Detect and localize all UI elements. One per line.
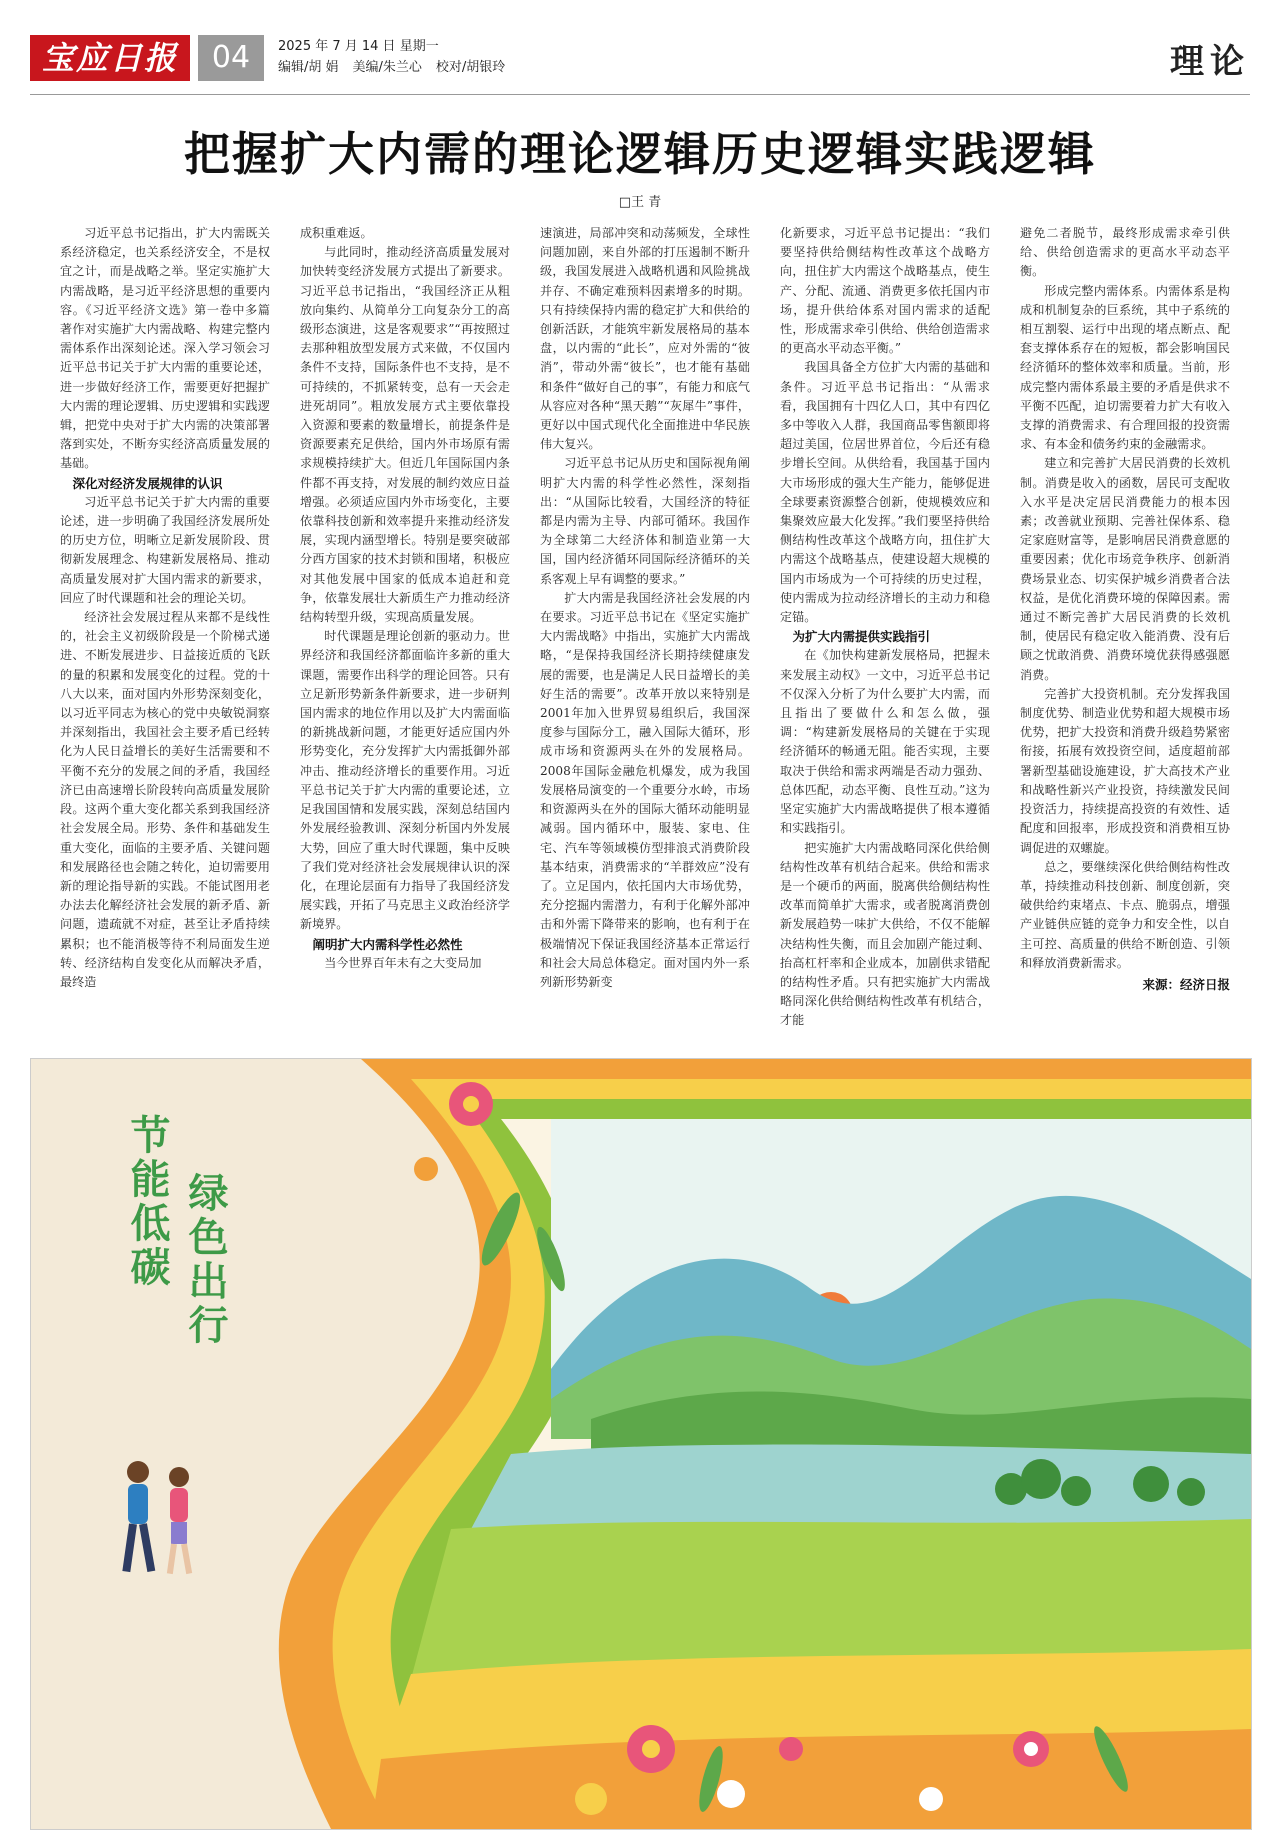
paragraph: 把实施扩大内需战略同深化供给侧结构性改革有机结合起来。供给和需求是一个硬币的两面，脱离供给侧结构性改革而简单扩大需求，或者脱离消费创新发展趋势一味扩大供给，不仅不能解决结构性失衡，而且会加剧产能过剩、抬高杠杆率和企业成本，加剧供求错配的结构性矛盾。只有把实施扩大内需战略同深化供给侧结构性改革有机结合，才能 [780,840,990,1028]
article-column-2 [300,224,510,1019]
article-column-3 [540,224,750,1019]
subheading: 为扩大内需提供实践指引 [792,629,931,645]
paragraph: 当今世界百年未有之大变局加 [324,955,482,970]
art-editor-credit: 美编/朱兰心 [352,60,422,75]
page-number: 04 [198,35,264,81]
article-headline: 把握扩大内需的理论逻辑历史逻辑实践逻辑 [184,127,1096,181]
paragraph: 完善扩大投资机制。充分发挥我国制度优势、制造业优势和超大规模市场优势，把扩大投资和消费升级趋势紧密衔接，拓展有效投资空间，适度超前部署新型基础设施建设，扩大高技术产业和战略性新兴产业投资，持续激发民间投资活力，持续提高投资的有效性、适配度和回报率，形成投资和消费相互协调促进的双螺旋。 [1020,686,1230,855]
article-column-4 [780,224,990,1028]
newspaper-logo: 宝应日报 [30,35,190,81]
green-travel-illustration [30,1058,1252,1830]
paragraph: 在《加快构建新发展格局，把握未来发展主动权》一文中，习近平总书记不仅深入分析了为什么要扩大内需，而且指出了要做什么和怎么做，强调：“构建新发展格局的关键在于实现经济循环的畅通无阻。能否实现，主要取决于供给和需求两端是否动力强劲、总体匹配，动态平衡、良性互动。”这为坚定实施扩大内需战略提供了根本遵循和实践指引。 [780,648,990,836]
date-line: 2025 年 7 月 14 日 星期一 [278,39,439,54]
paragraph: 化新要求，习近平总书记提出：“我们要坚持供给侧结构性改革这个战略方向，扭住扩大内需这个战略基点，使生产、分配、流通、消费更多依托国内市场，提升供给体系对国内需求的适配性，形成需求牵引供给、供给创造需求的更高水平动态平衡。” [780,226,990,356]
editor-credit: 编辑/胡 娟 [278,60,339,75]
paragraph: 习近平总书记关于扩大内需的重要论述，进一步明确了我国经济发展所处的历史方位，明晰立足新发展阶段、贯彻新发展理念、构建新发展格局、推动高质量发展对扩大国内需求的新要求，回应了时代课题和社会的理论关切。 [60,494,270,605]
section-name: 理论 [1170,42,1250,82]
slogan-green-travel: 绿色出行 [182,1172,228,1348]
paragraph: 速演进，局部冲突和动荡频发，全球性问题加剧，来自外部的打压遏制不断升级，我国发展进入战略机遇和风险挑战并存、不确定难预料因素增多的时期。只有持续保持内需的稳定扩大和供给的创新活跃，才能筑牢新发展格局的基本盘，以内需的“此长”，应对外需的“彼消”，带动外需“彼长”，也才能有基础和条件“做好自己的事”，有能力和底气从容应对各种“黑天鹅”“灰犀牛”事件，更好以中国式现代化全面推进中华民族伟大复兴。 [540,226,750,452]
subheading: 阐明扩大内需科学性必然性 [312,936,463,952]
slogan-energy-saving: 节能低碳 [124,1114,170,1290]
paragraph: 经济社会发展过程从来都不是线性的，社会主义初级阶段是一个阶梯式递进、不断发展进步、日益接近质的飞跃的量的积累和发展变化的过程。党的十八大以来，面对国内外形势深刻变化，以习近平同志为核心的党中央敏锐洞察并深刻指出，我国社会主要矛盾已经转化为人民日益增长的美好生活需要和不平衡不充分的发展之间的矛盾，我国经济已由高速增长阶段转向高质量发展阶段。这两个重大变化都关系到我国经济社会发展全局。形势、条件和基础发生重大变化，面临的主要矛盾、关键问题和发展路径也会随之转化，迫切需要用新的理论指导新的实践。不能试图用老办法去化解经济社会发展的新矛盾、新问题，遗疏就不对症，甚至让矛盾持续累积；也不能消极等待不利局面发生逆转、经济结构自发变化从而解决矛盾，最终造 [60,610,270,989]
masthead [30,30,1250,82]
paragraph: 避免二者脱节，最终形成需求牵引供给、供给创造需求的更高水平动态平衡。 [1020,226,1230,279]
paragraph: 时代课题是理论创新的驱动力。世界经济和我国经济都面临许多新的重大课题，需要作出科学的理论回答。只有立足新形势新条件新要求，进一步研判国内需求的地位作用以及扩大内需面临的新挑战新问题，才能更好适应国内外形势变化，充分发挥扩大内需抵御外部冲击、推动经济增长的重要作用。习近平总书记关于扩大内需的重要论述，立足我国国情和发展实践，深刻总结国内外发展经验教训、深刻分析国内外发展大势，回应了重大时代课题，集中反映了我们党对经济社会发展规律认识的深化，在理论层面有力指导了我国经济发展实践，开拓了马克思主义政治经济学新境界。 [300,629,510,932]
issue-meta [278,36,505,78]
paragraph: 与此同时，推动经济高质量发展对加快转变经济发展方式提出了新要求。习近平总书记指出，“我国经济正从粗放向集约、从简单分工向复杂分工的高级形态演进，这是客观要求”“再按照过去那种粗放型发展方式来做，不仅国内条件不支持，国际条件也不支持，是不可持续的，不抓紧转变，总有一天会走进死胡同”。粗放发展方式主要依靠投入资源和要素的数量增长，前提条件是资源要素充足供给，国内外市场原有需求规模持续扩大。但近几年国际国内条件都不再支持，对发展的制约效应日益增强。必须适应国内外市场变化，主要依靠科技创新和效率提升来推动经济发展，实现内涵型增长。特别是要突破部分西方国家的技术封锁和围堵，积极应对其他发展中国家的低成本追赶和竞争，依靠发展壮大新质生产力推动经济结构转型升级，实现高质量发展。 [300,245,510,625]
article-body [60,224,1230,1028]
slogan [119,1104,259,1404]
paragraph: 总之，要继续深化供给侧结构性改革，持续推动科技创新、制度创新，突破供给约束堵点、卡点、脆弱点，增强产业链供应链的竞争力和安全性，以自主可控、高质量的供给不断创造、引领和释放消费新需求。 [1020,859,1230,970]
paragraph: 习近平总书记指出，扩大内需既关系经济稳定，也关系经济安全，不是权宜之计，而是战略之举。坚定实施扩大内需战略，是习近平经济思想的重要内容。《习近平经济文选》第一卷中多篇著作对实施扩大内需战略、构建完整内需体系作出深刻论述。深入学习领会习近平总书记关于扩大内需的重要论述，进一步做好经济工作，需要更好把握扩大内需的理论逻辑、历史逻辑和实践逻辑，把党中央对于扩大内需的决策部署落到实处，不断夯实经济高质量发展的基础。 [60,226,270,471]
masthead-divider [30,94,1250,95]
paragraph: 我国具备全方位扩大内需的基础和条件。习近平总书记指出：“从需求看，我国拥有十四亿人口，其中有四亿多中等收入人群，我国商品零售额即将超过美国，位居世界首位，今后还有稳步增长空间。从供给看，我国基于国内大市场形成的强大生产能力，能够促进全球要素资源整合创新，使规模效应和集聚效应最大化发挥。”我们要坚持供给侧结构性改革这个战略方向，扭住扩大内需这个战略基点，使建设超大规模的国内市场成为一个可持续的历史过程，使内需成为拉动经济增长的主动力和稳定锚。 [780,360,990,625]
paragraph: 建立和完善扩大居民消费的长效机制。消费是收入的函数，居民可支配收入水平是决定居民消费能力的根本因素；改善就业预期、完善社保体系、稳定家庭财富等，是影响居民消费意愿的重要因素；优化市场竞争秩序、创新消费场景业态、切实保护城乡消费者合法权益，是优化消费环境的保障因素。需通过不断完善扩大居民消费的长效机制，使居民有稳定收入能消费、没有后顾之忧敢消费、消费环境优获得感强愿消费。 [1020,456,1230,682]
paragraph: 习近平总书记从历史和国际视角阐明扩大内需的科学性必然性，深刻指出：“从国际比较看，大国经济的特征都是内需为主导、内部可循环。我国作为全球第二大经济体和制造业第一大国，国内经济循环同国际经济循环的关系客观上早有调整的要求。” [540,456,750,586]
article-byline: □王 青 [618,195,662,210]
paragraph: 形成完整内需体系。内需体系是构成和机制复杂的巨系统，其中子系统的相互割裂、运行中出现的堵点断点、配套支撑体系存在的短板，都会影响国民经济循环的整体效率和质量。当前，形成完整内需体系最主要的矛盾是供求不平衡不匹配，迫切需要着力扩大有收入支撑的消费需求、有合理回报的投资需求、有本金和债务约束的金融需求。 [1020,283,1230,452]
proofreader-credit: 校对/胡银玲 [435,60,506,75]
article-column-5 [1020,224,1230,1019]
article-source: 来源：经济日报 [1142,976,1230,992]
subheading: 深化对经济发展规律的认识 [72,475,223,491]
paragraph: 扩大内需是我国经济社会发展的内在要求。习近平总书记在《坚定实施扩大内需战略》中指出，实施扩大内需战略，“是保持我国经济长期持续健康发展的需要，也是满足人民日益增长的美好生活的需要”。改革开放以来特别是2001年加入世界贸易组织后，我国深度参与国际分工，融入国际大循环，形成市场和资源两头在外的发展格局。2008年国际金融危机爆发，成为我国发展格局演变的一个重要分水岭，市场和资源两头在外的国际大循环动能明显减弱。国内循环中，服装、家电、住宅、汽车等领域模仿型排浪式消费阶段基本结束，消费需求的“羊群效应”没有了。立足国内，依托国内大市场优势，充分挖掘内需潜力，有利于化解外部冲击和外需下降带来的影响，也有利于在极端情况下保证我国经济基本正常运行和社会大局总体稳定。面对国内外一系列新形势新变 [540,590,750,989]
article-column-1 [60,224,270,1019]
paragraph: 成积重难返。 [300,226,373,240]
